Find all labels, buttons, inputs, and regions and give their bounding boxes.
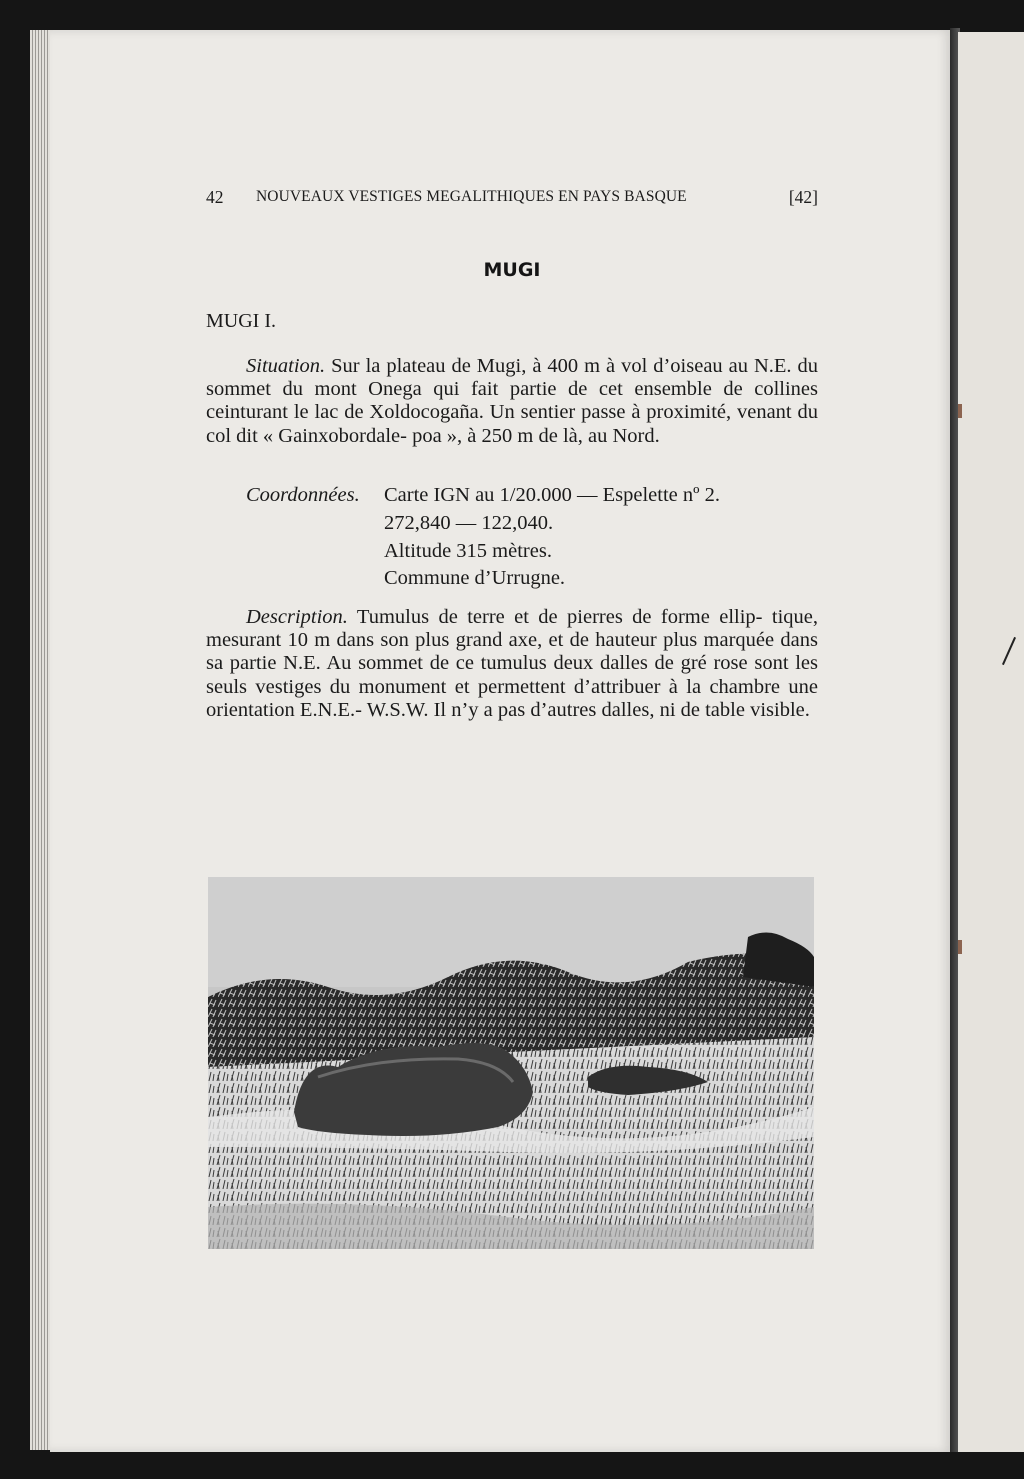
coordinates-line: 272,840 — 122,040. [384,512,554,534]
description-paragraph [206,606,818,722]
coordinates-label: Coordonnées. [246,484,360,506]
situation-label: Situation. [246,355,326,377]
situation-paragraph [206,355,818,448]
page-mark [958,940,962,954]
coordinates-line: Commune d’Urrugne. [384,567,566,589]
page-number-bracketed: [42] [788,187,818,207]
coordinates-line: Altitude 315 mètres. [384,540,552,562]
subheading: MUGI I. [206,310,276,332]
running-title: NOUVEAUX VESTIGES MEGALITHIQUES EN PAYS BASQUE [256,188,687,205]
page-stack-edge [30,30,52,1450]
page-number: 42 [206,187,224,207]
running-head [206,187,818,211]
description-text: Tumulus de terre et de pierres de forme ellip- tique, mesurant 10 m dans son plus grand axe, et de hauteur plus marquée dans sa partie N.E. Au sommet de ce tumulus deux dalles de gré rose sont les seuls vestiges du monument et permettent d’attribuer à la chambre une orientation E.N.E.- W.S.W. Il n’y a pas d’autres dalles, ni de table visible. [206,606,818,721]
facing-page-edge [958,32,1024,1452]
description-label: Description. [246,606,348,628]
coordinates-line: Carte IGN au 1/20.000 — Espelette nº 2. [384,484,720,506]
megalith-photograph [208,877,814,1249]
situation-text: Sur la plateau de Mugi, à 400 m à vol d’oiseau au N.E. du sommet du mont Onega qui fait partie de cet ensemble de collines ceinturant le lac de Xoldocogaña. Un sentier passe à proximité, venant du col dit « Gainxobordale- poa », à 250 m de là, au Nord. [206,355,818,447]
page-mark [958,404,962,418]
section-heading: MUGI [483,259,541,281]
